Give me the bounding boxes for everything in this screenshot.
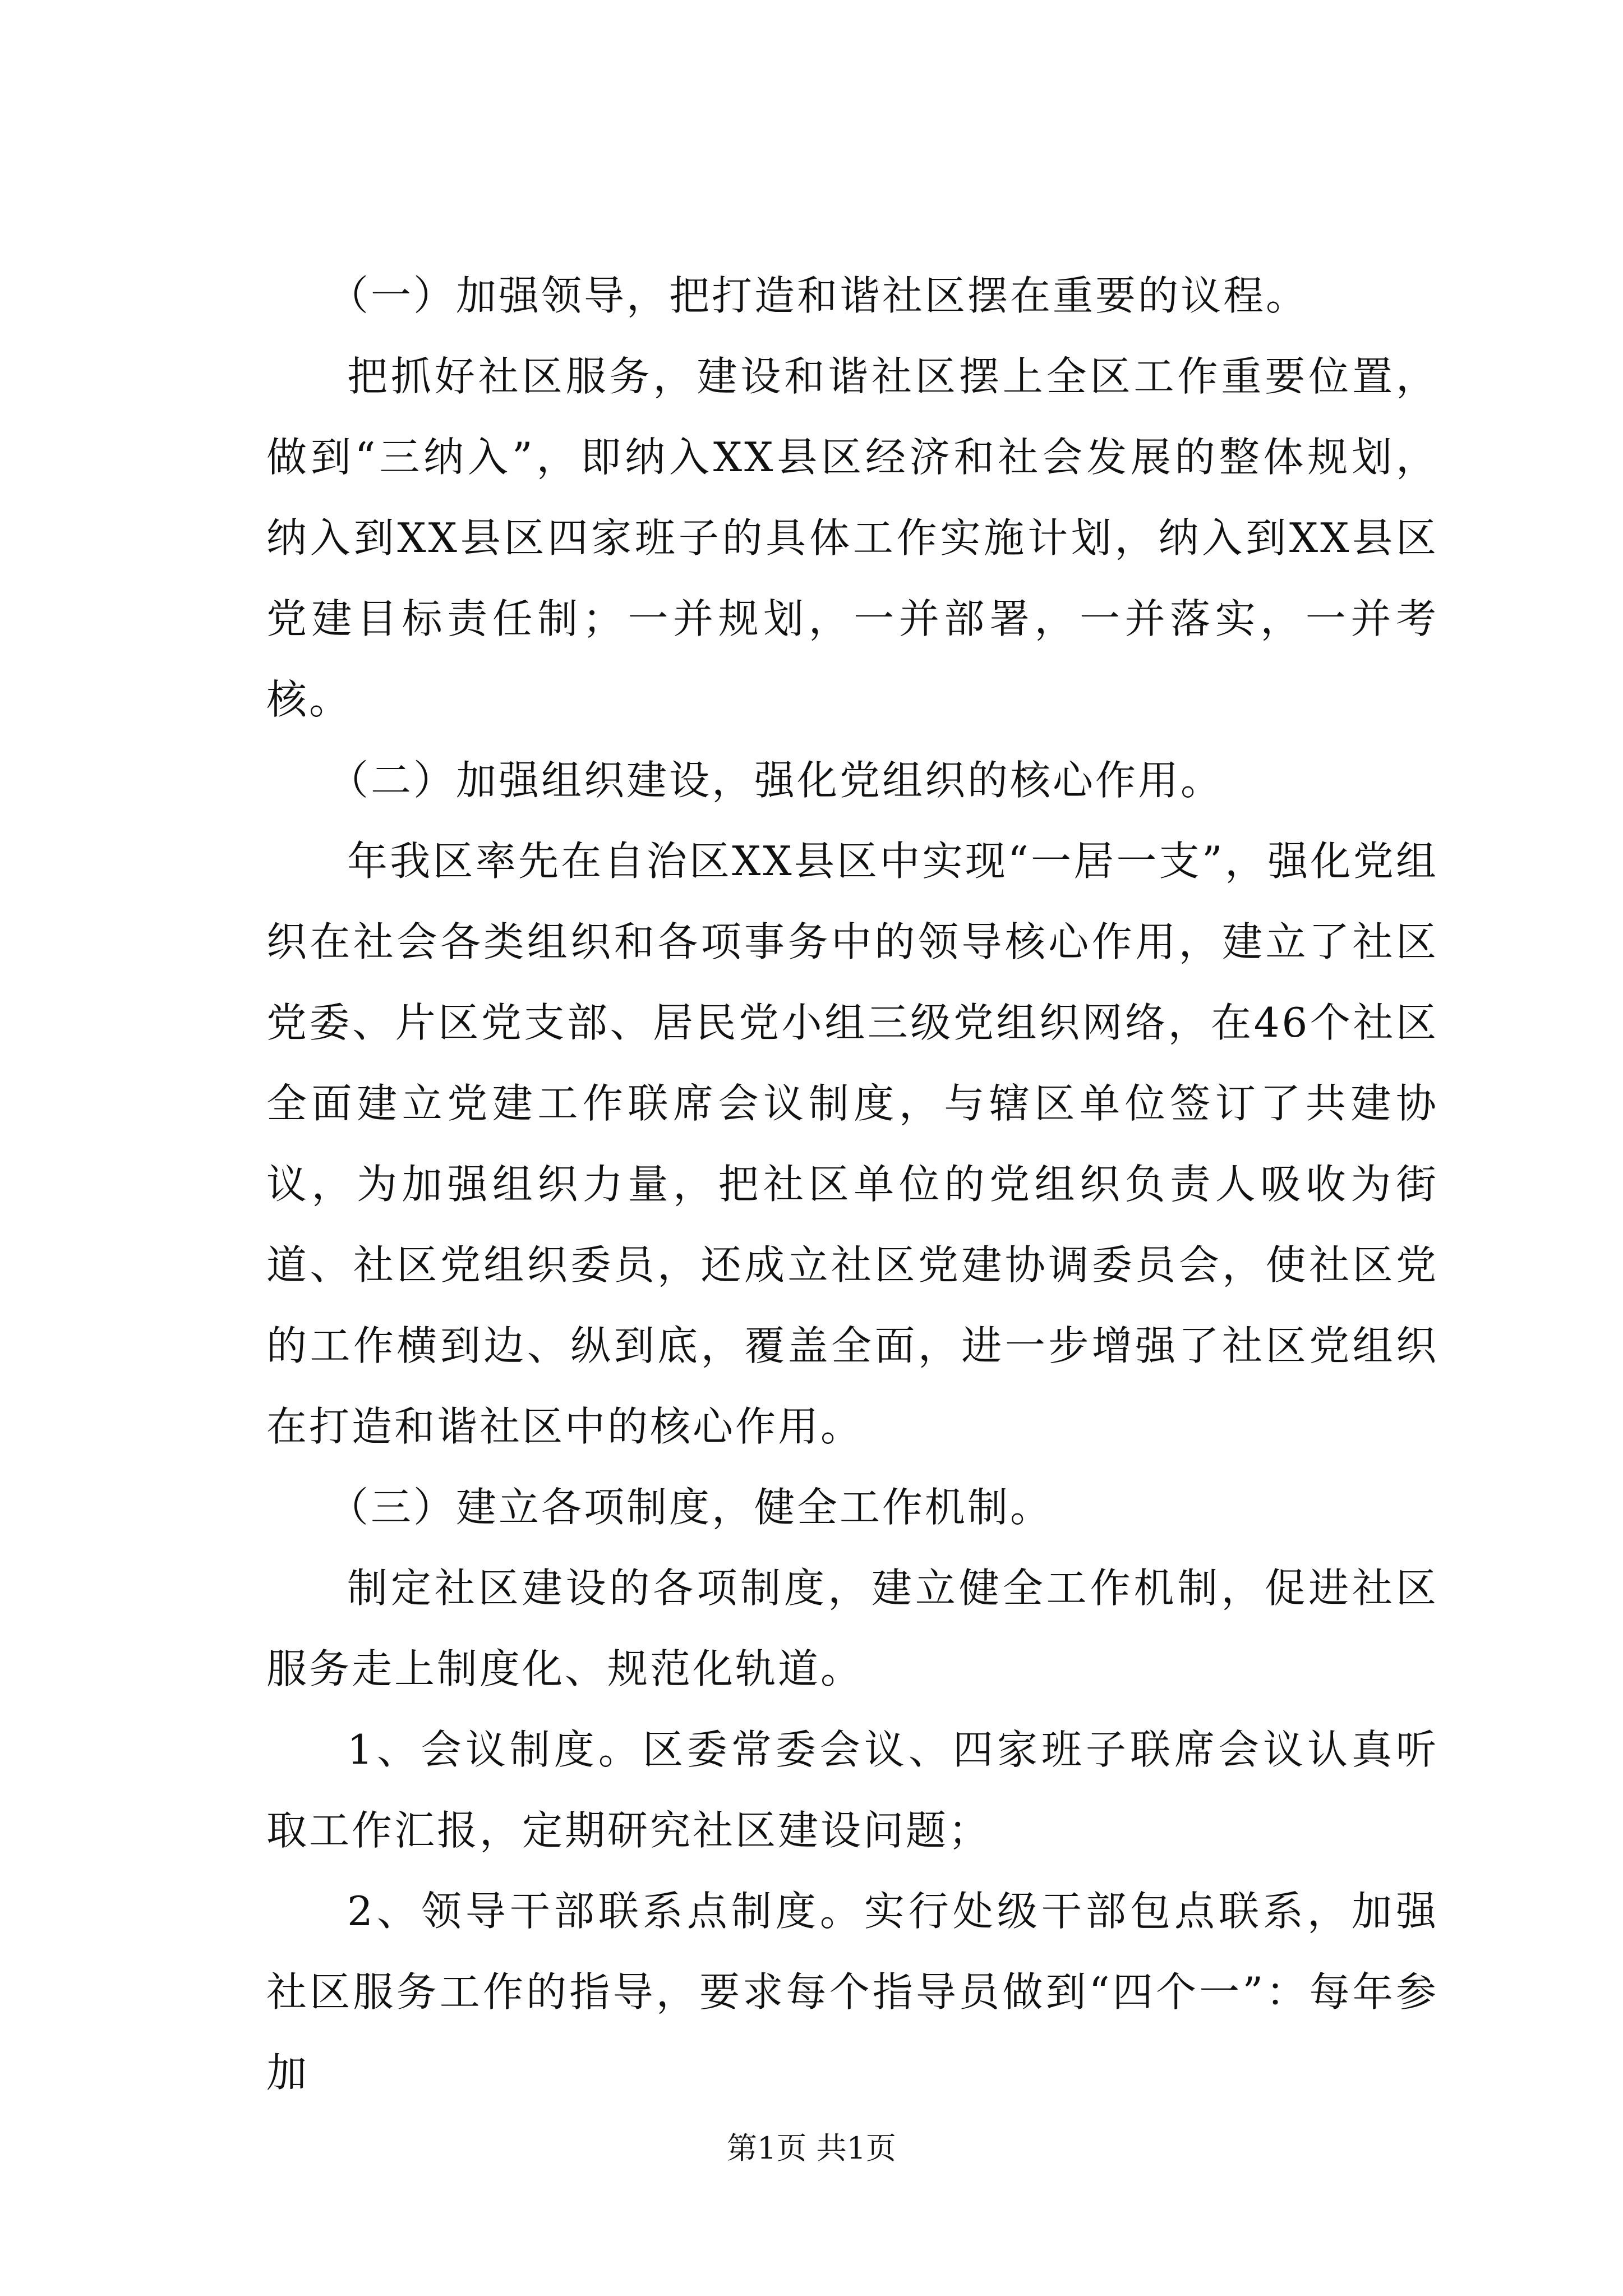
page-indicator: 第1页 共1页: [727, 2131, 896, 2166]
list-item-2: 2、领导干部联系点制度。实行处级干部包点联系，加强社区服务工作的指导，要求每个指导员做到“四个一”：每年参加: [266, 1888, 1438, 2096]
document-body: [266, 255, 1438, 2113]
page-footer: [0, 2129, 1623, 2168]
body-paragraph: 制定社区建设的各项制度，建立健全工作机制，促进社区服务走上制度化、规范化轨道。: [266, 1565, 1438, 1692]
body-paragraph: 把抓好社区服务，建设和谐社区摆上全区工作重要位置，做到“三纳入”，即纳入XX县区经济和社会发展的整体规划，纳入到XX县区四家班子的具体工作实施计划，纳入到XX县区党建目标责任制；一并规划，一并部署，一并落实，一并考核。: [266, 353, 1438, 723]
body-paragraph: 年我区率先在自治区XX县区中实现“一居一支”，强化党组织在社会各类组织和各项事务中的领导核心作用，建立了社区党委、片区党支部、居民党小组三级党组织网络，在46个社区全面建立党建工作联席会议制度，与辖区单位签订了共建协议，为加强组织力量，把社区单位的党组织负责人吸收为街道、社区党组织委员，还成立社区党建协调委员会，使社区党的工作横到边、纵到底，覆盖全面，进一步增强了社区党组织在打造和谐社区中的核心作用。: [266, 838, 1438, 1450]
section-heading-1: （一）加强领导，把打造和谐社区摆在重要的议程。: [328, 272, 1309, 319]
list-item-1: 1、会议制度。区委常委会议、四家班子联席会议认真听取工作汇报，定期研究社区建设问题；: [266, 1726, 1438, 1854]
section-heading-2: （二）加强组织建设，强化党组织的核心作用。: [328, 757, 1224, 804]
section-heading-3: （三）建立各项制度，健全工作机制。: [328, 1484, 1053, 1531]
